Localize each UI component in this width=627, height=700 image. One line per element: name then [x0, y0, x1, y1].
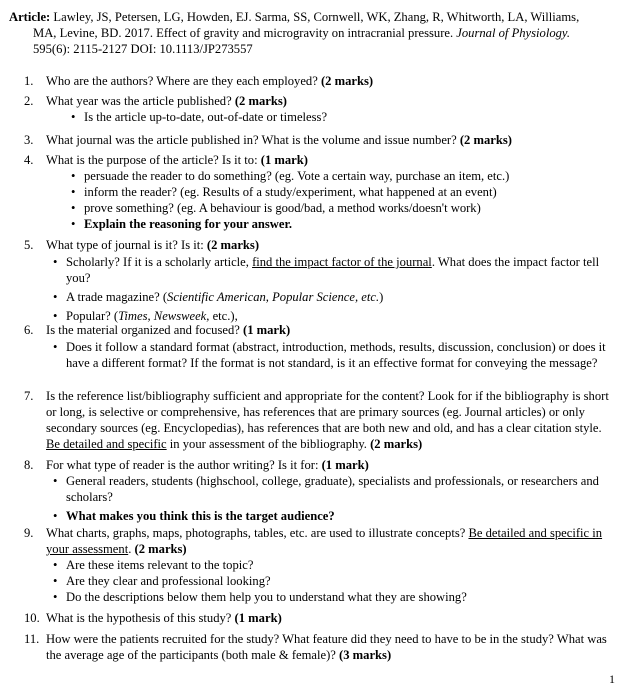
question-2-bullets [64, 109, 614, 125]
list-item: • Scholarly? If it is a scholarly article, find the impact factor of the journal. What does the impact factor tell you? [46, 254, 614, 286]
article-citation [9, 9, 609, 57]
question-10: 10. What is the hypothesis of this study? (1 mark) [24, 611, 282, 625]
citation-line-3: 595(6): 2115-2127 DOI: 10.1113/JP273557 [33, 42, 253, 56]
question-8: 8. For what type of reader is the author writing? Is it for: (1 mark) • General readers, students (highschool, college, graduate), specialists and professionals, or researchers and scholars? • What makes you think this is the target audience? [24, 457, 614, 524]
impact-factor-link: find the impact factor of the journal [252, 255, 432, 269]
list-item: • persuade the reader to do something? (eg. Vote a certain way, purchase an item, etc.) [64, 168, 614, 184]
list-item: • A trade magazine? (Scientific American, Popular Science, etc.) [46, 289, 614, 305]
question-9-bullets [46, 557, 614, 605]
list-item: • Do the descriptions below them help you to understand what they are showing? [46, 589, 614, 605]
question-7: 7. Is the reference list/bibliography sufficient and appropriate for the content? Look for if the bibliography is short or long, is selective or comprehensive, has references that are primary sources (eg. Journal articles) or only secondary sources (eg. Encyclopedias), has references that are both new and old, and has a clear citation style. Be detailed and specific in your assessment of the bibliography. (2 marks) [24, 389, 609, 451]
question-8-bullets [46, 473, 614, 524]
journal-name: Journal of Physiology. [456, 26, 570, 40]
question-4-bullets [64, 168, 614, 232]
question-9: 9. What charts, graphs, maps, photographs, tables, etc. are used to illustrate concepts? Be detailed and specific in your assessment. (2 marks) • Are these items relevant to the topic? • Are they clear and professional looking? • Do the descriptions below them help you to understand what they are showing? [24, 525, 614, 605]
page-number: 1 [609, 672, 615, 686]
list-item: • Does it follow a standard format (abstract, introduction, methods, results, discussion, conclusion) or does it have a different format? If the format is not standard, is it an effective format for conveying the message? [46, 339, 614, 371]
list-item: • inform the reader? (eg. Results of a study/experiment, what happened at an event) [64, 184, 614, 200]
article-label: Article: [9, 10, 51, 24]
list-item: • Explain the reasoning for your answer. [64, 216, 614, 232]
list-item: • prove something? (eg. A behaviour is good/bad, a method works/doesn't work) [64, 200, 614, 216]
question-2: 2. What year was the article published? (2 marks) • Is the article up-to-date, out-of-date or timeless? [24, 93, 614, 125]
list-item: • General readers, students (highschool, college, graduate), specialists and professionals, or researchers and scholars? [46, 473, 614, 505]
question-6: 6. Is the material organized and focused? (1 mark) • Does it follow a standard format (abstract, introduction, methods, results, discussion, conclusion) or does it have a different format? If the format is not standard, is it an effective format for conveying the message? [24, 322, 614, 371]
question-5: 5. What type of journal is it? Is it: (2 marks) • Scholarly? If it is a scholarly article, find the impact factor of the journal. What does the impact factor tell you? • A trade magazine? (Scientific American, Popular Science, etc.) • Popular? (Times, Newsweek, etc.), [24, 237, 614, 324]
question-5-bullets [46, 254, 614, 324]
list-item: • Are they clear and professional looking? [46, 573, 614, 589]
list-item: • Are these items relevant to the topic? [46, 557, 614, 573]
list-item: • Popular? (Times, Newsweek, etc.), [46, 308, 614, 324]
list-item: • What makes you think this is the target audience? [46, 508, 614, 524]
question-11: 11. How were the patients recruited for the study? What feature did they need to have to be in the study? What was the average age of the participants (both male & female)? (3 marks) [24, 632, 607, 662]
citation-line-2: MA, Levine, BD. 2017. Effect of gravity and microgravity on intracranial pressure. Journal of Physiology. [33, 26, 570, 40]
question-4: 4. What is the purpose of the article? Is it to: (1 mark) • persuade the reader to do something? (eg. Vote a certain way, purchase an item, etc.) • inform the reader? (eg. Results of a study/experiment, what happened at an event) • prove something? (eg. A behaviour is good/bad, a method works/doesn't work) • Explain the reasoning for your answer. [24, 152, 614, 232]
list-item: • Is the article up-to-date, out-of-date or timeless? [64, 109, 614, 125]
question-1: 1. Who are the authors? Where are they each employed? (2 marks) [24, 74, 374, 88]
citation-line-1: Article: Lawley, JS, Petersen, LG, Howden, EJ. Sarma, SS, Cornwell, WK, Zhang, R, Whitworth, LA, Williams, [9, 10, 580, 24]
question-3: 3. What journal was the article published in? What is the volume and issue number? (2 marks) [24, 133, 512, 147]
question-6-bullets [46, 339, 614, 371]
